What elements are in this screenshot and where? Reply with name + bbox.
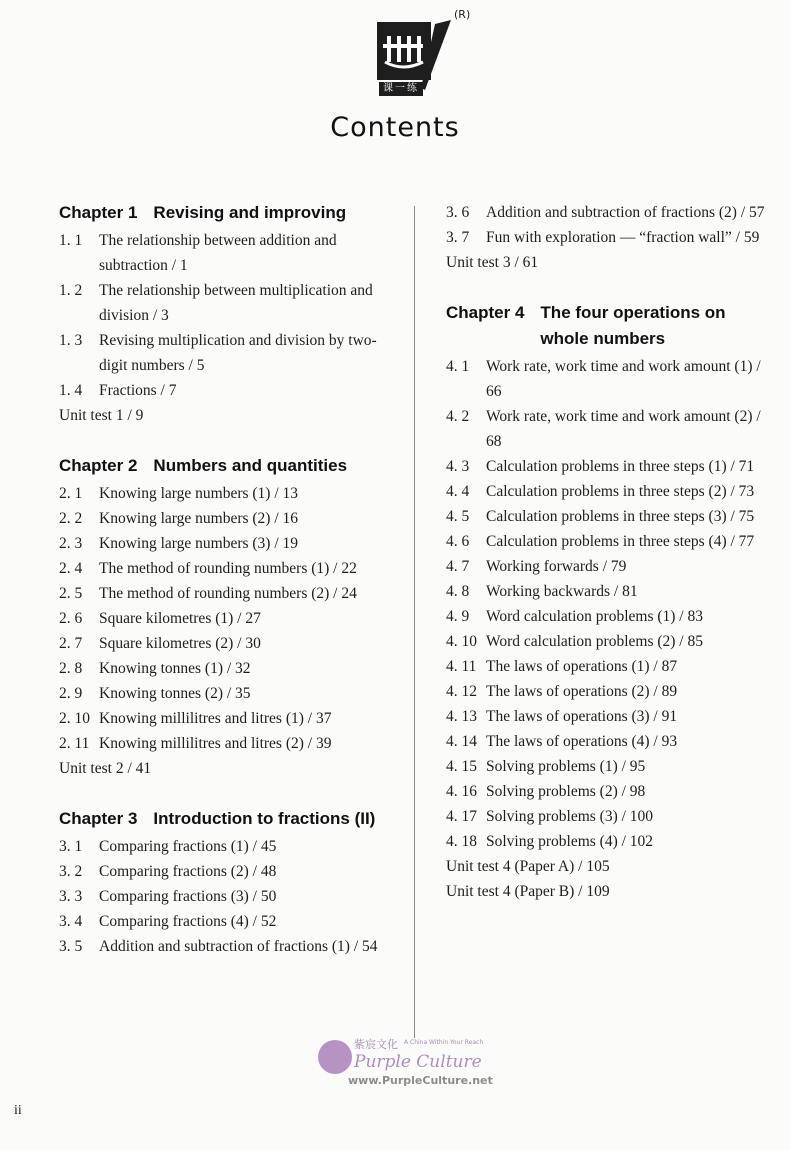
entry-title: Solving problems (2) / 98 [486,783,646,800]
entry-title: Calculation problems in three steps (1) / 71 [486,458,755,475]
purple-culture-watermark [318,1030,493,1092]
entry-number: 3. 5 [59,938,83,955]
toc-entry [446,579,768,604]
toc-entry [446,654,768,679]
entry-title: The laws of operations (3) / 91 [486,708,678,725]
entry-number: 4. 6 [446,533,470,550]
entry-number: 1. 2 [59,282,83,299]
entry-number: 4. 5 [446,508,470,525]
chapter-title: Numbers and quantities [153,456,348,475]
entry-title: Working backwards / 81 [486,583,638,600]
toc-entry [446,729,768,754]
toc-entry [59,606,384,631]
entry-title: Work rate, work time and work amount (2) / 68 [486,408,761,450]
entry-title: Fun with exploration — “fraction wall” / 59 [486,229,760,246]
entry-number: 2. 4 [59,560,83,577]
toc-entry [59,934,384,959]
toc-entry [446,604,768,629]
chapter-title: The four operations on whole numbers [540,303,726,348]
toc-entry [446,554,768,579]
toc-left-column [59,200,384,959]
toc-entry [446,754,768,779]
entry-title: The relationship between addition and subtraction / 1 [99,232,337,274]
entry-number: 4. 4 [446,483,470,500]
entry-number: 4. 9 [446,608,470,625]
toc-entry [446,479,768,504]
entry-number: 4. 14 [446,733,477,750]
toc-entry [59,556,384,581]
entry-number: 2. 10 [59,710,90,727]
entry-number: 4. 12 [446,683,477,700]
logo-caption: 课一练 [379,82,423,96]
unit-test-entry: Unit test 2 / 41 [59,760,152,777]
toc-entry [59,581,384,606]
entry-title: Fractions / 7 [99,382,177,399]
toc-entry [446,629,768,654]
entry-title: The method of rounding numbers (1) / 22 [99,560,357,577]
registered-mark: (R) [454,8,471,21]
entry-number: 4. 2 [446,408,470,425]
entry-number: 2. 8 [59,660,83,677]
page-number: ii [14,1103,22,1118]
unit-test-entry: Unit test 1 / 9 [59,407,144,424]
toc-entry [59,228,384,278]
entry-title: Revising multiplication and division by two-digit numbers / 5 [99,332,377,374]
entry-title: The laws of operations (4) / 93 [486,733,678,750]
entry-title: Knowing large numbers (3) / 19 [99,535,299,552]
toc-entry [59,656,384,681]
toc-entry [446,779,768,804]
chapter-number: Chapter 4 [446,303,525,322]
entry-number: 2. 6 [59,610,83,627]
chapter-number: Chapter 1 [59,203,138,222]
entry-title: Calculation problems in three steps (2) / 73 [486,483,755,500]
toc-entry [446,225,768,250]
entry-number: 1. 1 [59,232,83,249]
entry-title: The relationship between multiplication and division / 3 [99,282,373,324]
section-gap [446,275,768,300]
toc-entry [446,404,768,454]
entry-number: 2. 2 [59,510,83,527]
entry-number: 4. 11 [446,658,477,675]
toc-entry [446,679,768,704]
entry-title: Knowing millilitres and litres (1) / 37 [99,710,332,727]
toc-entry [59,859,384,884]
toc-entry [446,804,768,829]
entry-number: 2. 3 [59,535,83,552]
entry-number: 2. 5 [59,585,83,602]
entry-title: Calculation problems in three steps (3) / 75 [486,508,755,525]
entry-number: 2. 7 [59,635,83,652]
entry-number: 3. 7 [446,229,470,246]
entry-number: 4. 15 [446,758,477,775]
entry-title: Calculation problems in three steps (4) / 77 [486,533,755,550]
entry-number: 3. 1 [59,838,83,855]
entry-title: Knowing tonnes (2) / 35 [99,685,251,702]
chapter-title: Revising and improving [153,203,347,222]
entry-number: 4. 3 [446,458,470,475]
entry-title: Knowing large numbers (1) / 13 [99,485,299,502]
toc-entry [446,529,768,554]
toc-entry [446,829,768,854]
entry-title: The laws of operations (1) / 87 [486,658,678,675]
entry-number: 1. 3 [59,332,83,349]
toc-entry [59,909,384,934]
page-title: Contents [330,112,460,143]
entry-title: Solving problems (1) / 95 [486,758,646,775]
chapter-number: Chapter 2 [59,456,138,475]
unit-test-entry: Unit test 3 / 61 [446,254,539,271]
publisher-logo [373,18,453,96]
toc-entry [59,681,384,706]
unit-test-entry: Unit test 4 (Paper B) / 109 [446,883,610,900]
toc-entry [59,834,384,859]
toc-entry [59,506,384,531]
entry-number: 4. 8 [446,583,470,600]
entry-title: Comparing fractions (1) / 45 [99,838,277,855]
chapter-heading [446,300,768,352]
entry-title: Square kilometres (1) / 27 [99,610,261,627]
entry-title: Work rate, work time and work amount (1) / 66 [486,358,761,400]
entry-number: 1. 4 [59,382,83,399]
watermark-tagline: A China Within Your Reach [404,1039,484,1046]
section-gap [59,428,384,453]
chapter-heading [59,200,384,226]
entry-title: Knowing large numbers (2) / 16 [99,510,299,527]
toc-entry [446,200,768,225]
entry-title: Comparing fractions (4) / 52 [99,913,277,930]
entry-title: Working forwards / 79 [486,558,627,575]
entry-number: 3. 6 [446,204,470,221]
entry-title: Addition and subtraction of fractions (2) / 57 [486,204,765,221]
watermark-url: www.PurpleCulture.net [348,1074,493,1087]
toc-entry [59,706,384,731]
entry-title: Word calculation problems (2) / 85 [486,633,703,650]
entry-title: Comparing fractions (2) / 48 [99,863,277,880]
toc-entry [59,278,384,328]
entry-title: Square kilometres (2) / 30 [99,635,261,652]
entry-number: 4. 18 [446,833,477,850]
toc-entry [446,354,768,404]
toc-entry [446,704,768,729]
toc-entry [446,454,768,479]
entry-number: 4. 1 [446,358,470,375]
toc-entry [446,504,768,529]
chapter-heading [59,453,384,479]
entry-title: Addition and subtraction of fractions (1) / 54 [99,938,378,955]
entry-number: 2. 1 [59,485,83,502]
toc-entry [59,378,384,403]
column-divider [414,206,415,1038]
entry-number: 3. 4 [59,913,83,930]
entry-title: The laws of operations (2) / 89 [486,683,678,700]
entry-number: 4. 17 [446,808,477,825]
entry-title: Knowing millilitres and litres (2) / 39 [99,735,332,752]
watermark-chinese: 紫宸文化 [354,1038,398,1051]
toc-entry [59,884,384,909]
toc-entry [59,481,384,506]
entry-number: 2. 11 [59,735,90,752]
entry-number: 4. 13 [446,708,477,725]
toc-entry [59,631,384,656]
toc-entry [59,531,384,556]
entry-title: The method of rounding numbers (2) / 24 [99,585,357,602]
unit-test-entry: Unit test 4 (Paper A) / 105 [446,858,610,875]
entry-title: Word calculation problems (1) / 83 [486,608,703,625]
entry-title: Knowing tonnes (1) / 32 [99,660,251,677]
section-gap [59,781,384,806]
toc-entry [59,328,384,378]
entry-title: Solving problems (4) / 102 [486,833,654,850]
chapter-title: Introduction to fractions (II) [153,809,376,828]
watermark-logo-icon [318,1040,352,1074]
entry-number: 3. 2 [59,863,83,880]
watermark-brand: Purple Culture [354,1052,482,1072]
entry-number: 4. 7 [446,558,470,575]
chapter-heading [59,806,384,832]
entry-number: 4. 10 [446,633,477,650]
entry-title: Comparing fractions (3) / 50 [99,888,277,905]
entry-number: 2. 9 [59,685,83,702]
chapter-number: Chapter 3 [59,809,138,828]
entry-number: 4. 16 [446,783,477,800]
entry-number: 3. 3 [59,888,83,905]
entry-title: Solving problems (3) / 100 [486,808,654,825]
toc-entry [59,731,384,756]
toc-right-column [446,200,768,904]
